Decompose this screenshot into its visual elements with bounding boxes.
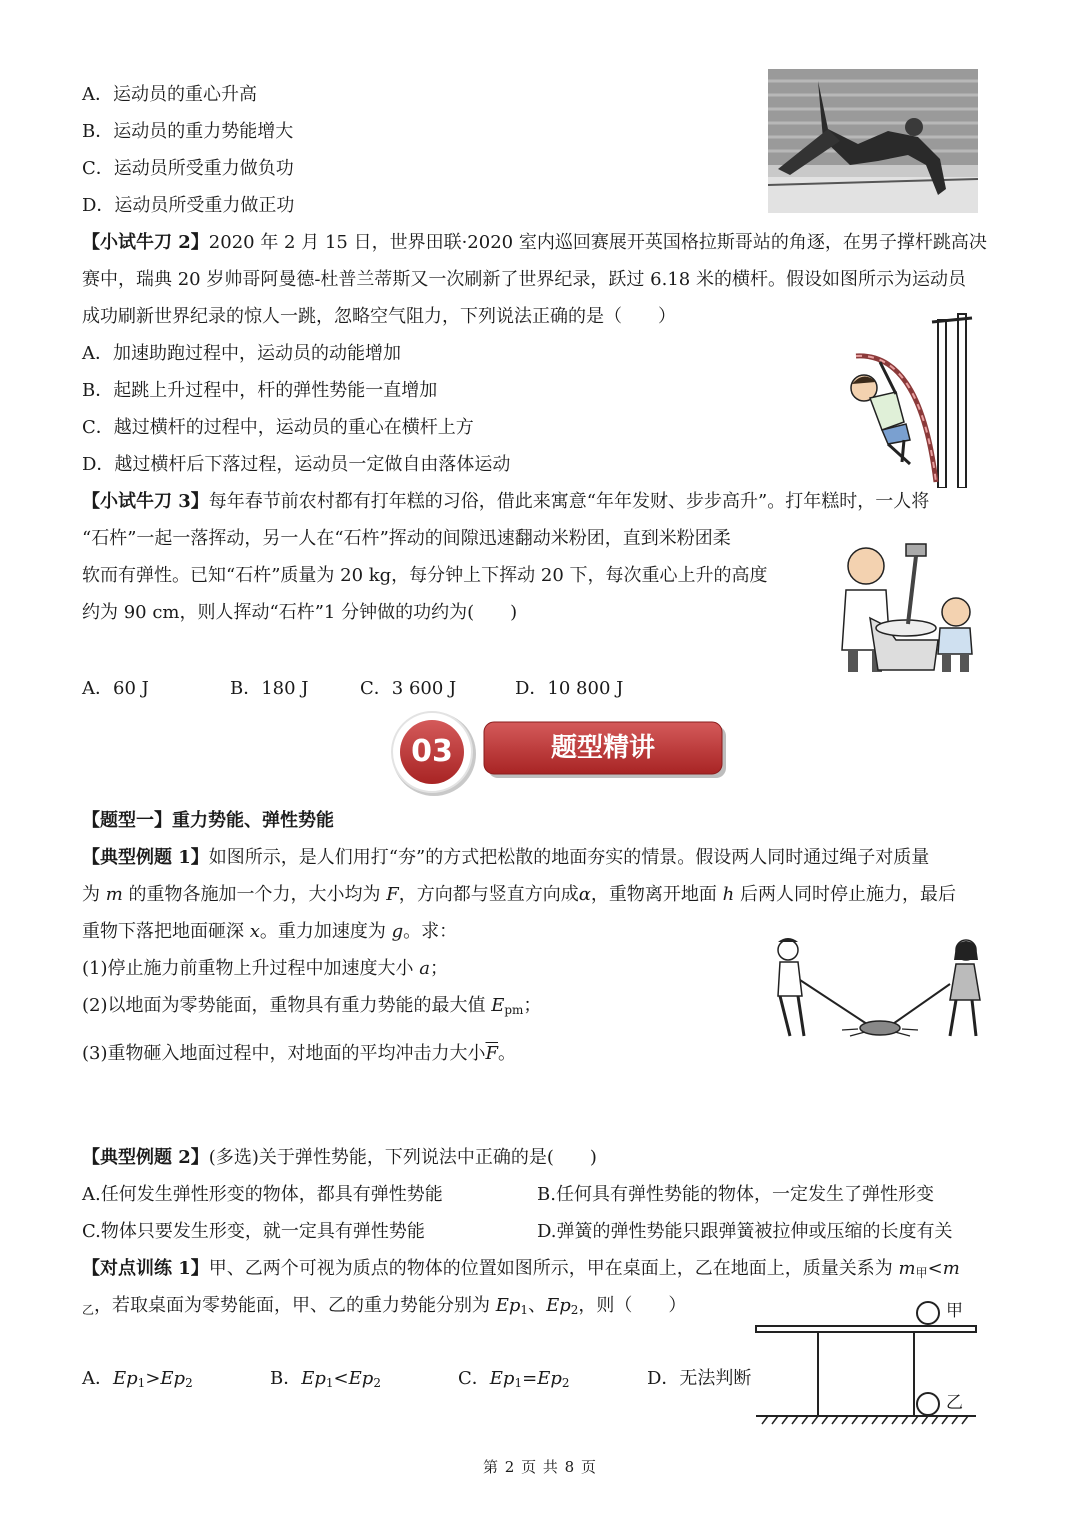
pole-vault-figure xyxy=(840,312,980,488)
ex1-label: 【典型例题 1】 xyxy=(82,847,209,868)
var-m: m xyxy=(898,1258,916,1279)
q2-stem-line2: 赛中，瑞典 20 岁帅哥阿曼德-杜普兰蒂斯又一次刷新了世界纪录，跃过 6.18 米的横杆。假设如图所示为运动员 xyxy=(82,269,966,290)
var-m: m xyxy=(105,884,123,905)
tr1-line2 xyxy=(82,1293,686,1323)
table-figure xyxy=(752,1296,980,1428)
q2-option-c: C．越过横杆的过程中，运动员的重心在横杆上方 xyxy=(82,417,474,438)
q2-text1: 2020 年 2 月 15 日，世界田联·2020 室内巡回赛展开英国格拉斯哥站的角逐，在男子撑杆跳高决 xyxy=(208,232,987,253)
t: C． xyxy=(458,1368,490,1389)
var-m: m xyxy=(942,1258,960,1279)
t: A． xyxy=(82,1368,113,1389)
var-h: h xyxy=(722,884,735,905)
var-f: F xyxy=(386,884,399,905)
t: ，若取桌面为零势能面，甲、乙的重力势能分别为 xyxy=(94,1295,496,1316)
var-ep: Ep xyxy=(495,1295,521,1316)
sub-2: 2 xyxy=(373,1376,381,1390)
q2-option-b: B．起跳上升过程中，杆的弹性势能一直增加 xyxy=(82,380,438,401)
ex1-part2 xyxy=(82,993,541,1023)
t: 的重物各施加一个力，大小均为 xyxy=(122,884,387,905)
q1-option-c: C．运动员所受重力做负功 xyxy=(82,158,294,179)
var-alpha: α xyxy=(578,884,591,905)
ex1-line1 xyxy=(82,845,929,871)
var-ep: Ep xyxy=(348,1368,374,1389)
type1-text: 重力势能、弹性势能 xyxy=(172,810,334,831)
q2-label: 【小试牛刀 2】 xyxy=(82,232,209,253)
t: 重物下落把地面砸深 xyxy=(82,921,250,942)
banner-number: 03 xyxy=(411,734,453,769)
type1-label: 【题型一】 xyxy=(82,810,172,831)
tr1-option-d: D．无法判断 xyxy=(647,1368,752,1389)
sub-jia: 甲 xyxy=(915,1266,928,1280)
sub-1: 1 xyxy=(514,1376,523,1390)
var-ep: Ep xyxy=(489,1368,515,1389)
high-jump-photo xyxy=(768,69,978,213)
label-yi: 乙 xyxy=(946,1393,963,1413)
q1-option-b: B．运动员的重力势能增大 xyxy=(82,121,294,142)
sub-2: 2 xyxy=(561,1376,570,1390)
sub-2: 2 xyxy=(185,1376,193,1390)
var-ep: Ep xyxy=(301,1368,326,1389)
sub-pm: pm xyxy=(504,1003,524,1017)
t: ； xyxy=(429,958,448,979)
t: ，方向都与竖直方向成 xyxy=(398,884,579,905)
ex1-part1 xyxy=(82,956,448,982)
t: ，重物离开地面 xyxy=(590,884,723,905)
tr1-option-c xyxy=(458,1366,570,1396)
lt-sign: < xyxy=(333,1368,349,1389)
label-jia: 甲 xyxy=(946,1301,963,1321)
banner-title: 题型精讲 xyxy=(550,733,655,763)
tr1-option-a xyxy=(82,1366,193,1396)
q3-option-b: B．180 J xyxy=(230,678,309,699)
q3-text1: 每年春节前农村都有打年糕的习俗，借此来寓意“年年发财、步步高升”。打年糕时，一人将 xyxy=(208,491,930,512)
q1-option-a: A．运动员的重心升高 xyxy=(82,84,257,105)
ex1-line3 xyxy=(82,919,457,945)
q2-option-d: D．越过横杆后下落过程，运动员一定做自由落体运动 xyxy=(82,454,511,475)
var-x: x xyxy=(249,921,260,942)
gt-sign: > xyxy=(145,1368,161,1389)
q3-stem-line4: 约为 90 cm，则人挥动“石杵”1 分钟做的功约为( ) xyxy=(82,602,518,623)
ex2-option-c: C.物体只要发生形变，就一定具有弹性势能 xyxy=(82,1221,425,1242)
tr1-label: 【对点训练 1】 xyxy=(82,1258,209,1279)
q2-stem-line3: 成功刷新世界纪录的惊人一跳，忽略空气阻力，下列说法正确的是（ ） xyxy=(82,306,676,327)
t: 。求： xyxy=(403,921,458,942)
section-banner xyxy=(386,708,734,800)
q3-option-d: D．10 800 J xyxy=(515,678,624,699)
ex2-option-b: B.任何具有弹性势能的物体，一定发生了弹性形变 xyxy=(537,1184,934,1205)
ex2-label: 【典型例题 2】 xyxy=(82,1147,209,1168)
ex1-line2 xyxy=(82,882,956,908)
var-ep: Ep xyxy=(546,1295,571,1316)
sub-1: 1 xyxy=(137,1376,146,1390)
var-f-bar: $\overline{F}$ xyxy=(485,1043,498,1064)
t: 、 xyxy=(528,1295,547,1316)
t: 甲、乙两个可视为质点的物体的位置如图所示，甲在桌面上，乙在地面上，质量关系为 xyxy=(208,1258,899,1279)
sub-2: 2 xyxy=(570,1303,579,1317)
t: B． xyxy=(270,1368,302,1389)
sub-1: 1 xyxy=(520,1303,529,1317)
tr1-line1 xyxy=(82,1256,960,1286)
var-ep: Ep xyxy=(113,1368,138,1389)
t: ，则（ ） xyxy=(578,1295,687,1316)
type1-heading xyxy=(82,808,334,834)
t: (2)以地面为零势能面，重物具有重力势能的最大值 xyxy=(82,995,492,1016)
var-e: E xyxy=(491,995,505,1016)
ex2-text: (多选)关于弹性势能，下列说法中正确的是( ) xyxy=(208,1147,597,1168)
tamping-figure xyxy=(770,936,985,1046)
ex1-part3 xyxy=(82,1041,516,1067)
sub-1: 1 xyxy=(325,1376,334,1390)
ex2-option-d: D.弹簧的弹性势能只跟弹簧被拉伸或压缩的长度有关 xyxy=(537,1221,953,1242)
eq-sign: = xyxy=(522,1368,538,1389)
t: 。 xyxy=(498,1043,516,1064)
rice-cake-figure xyxy=(828,540,988,675)
ex2-option-a: A.任何发生弹性形变的物体，都具有弹性势能 xyxy=(82,1184,443,1205)
tr1-option-b xyxy=(270,1366,381,1396)
lt-sign: < xyxy=(927,1258,943,1279)
ex1-text1: 如图所示，是人们用打“夯”的方式把松散的地面夯实的情景。假设两人同时通过绳子对质量 xyxy=(208,847,930,868)
q3-option-a: A．60 J xyxy=(82,678,149,699)
page-number: 第 2 页 共 8 页 xyxy=(483,1458,597,1476)
q3-stem-line2: “石杵”一起一落挥动，另一人在“石杵”挥动的间隙迅速翻动米粉团，直到米粉团柔 xyxy=(82,528,731,549)
q3-label: 【小试牛刀 3】 xyxy=(82,491,209,512)
ex2-stem xyxy=(82,1145,597,1171)
t: 后两人同时停止施力，最后 xyxy=(734,884,956,905)
q3-option-c: C．3 600 J xyxy=(360,678,457,699)
t: 为 xyxy=(82,884,106,905)
t: (3)重物砸入地面过程中，对地面的平均冲击力大小 xyxy=(82,1043,486,1064)
t: 。重力加速度为 xyxy=(259,921,392,942)
q2-stem-line1 xyxy=(82,230,987,256)
q1-option-d: D．运动员所受重力做正功 xyxy=(82,195,295,216)
var-ep: Ep xyxy=(537,1368,562,1389)
var-ep: Ep xyxy=(160,1368,186,1389)
q3-stem-line1 xyxy=(82,489,929,515)
var-g: g xyxy=(391,921,404,942)
t: ； xyxy=(523,995,542,1016)
q2-option-a: A．加速助跑过程中，运动员的动能增加 xyxy=(82,343,401,364)
t: (1)停止施力前重物上升过程中加速度大小 xyxy=(82,958,420,979)
var-a: a xyxy=(419,958,430,979)
sub-yi: 乙 xyxy=(82,1303,95,1317)
q3-stem-line3: 软而有弹性。已知“石杵”质量为 20 kg，每分钟上下挥动 20 下，每次重心上升的高度 xyxy=(82,565,768,586)
